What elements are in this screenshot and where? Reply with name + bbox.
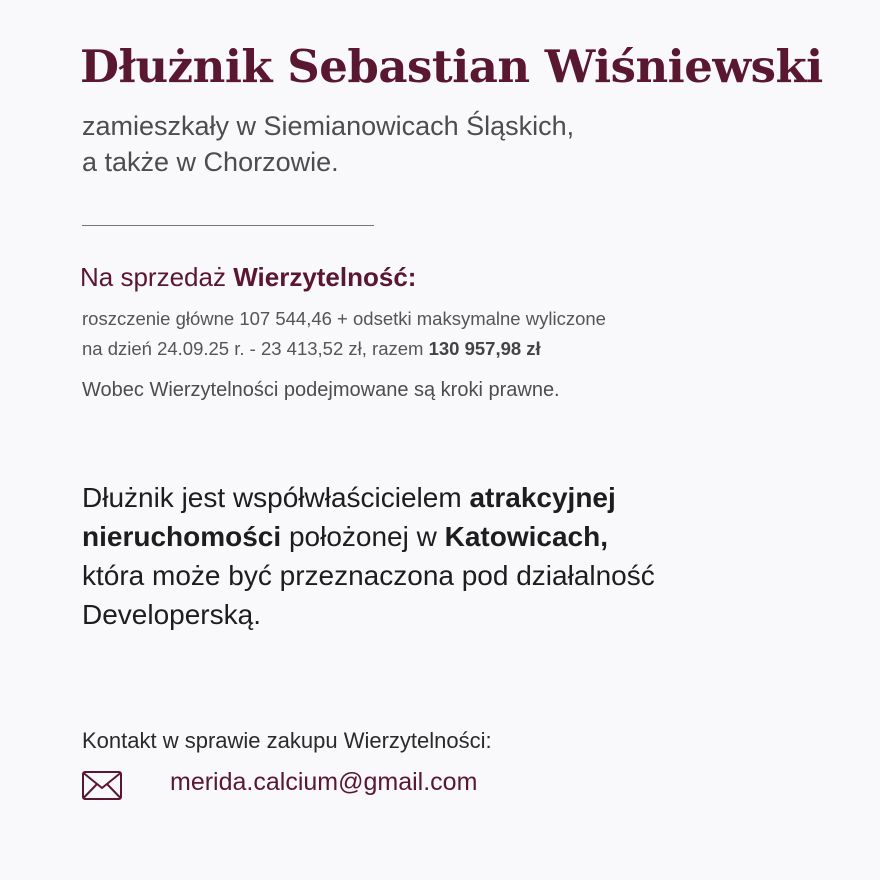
claim-line-2-text: na dzień 24.09.25 r. - 23 413,52 zł, razem (82, 338, 424, 359)
envelope-icon (82, 771, 122, 800)
sale-heading-bold: Wierzytelność: (233, 262, 417, 292)
property-line-2-bold: nieruchomości (82, 521, 282, 552)
claim-details (82, 304, 606, 364)
claim-line-2 (82, 334, 606, 364)
page-title (80, 40, 823, 93)
property-city: Katowicach, (444, 521, 608, 552)
sale-heading (80, 262, 416, 293)
legal-note: Wobec Wierzytelności podejmowane są kroki prawne. (82, 379, 560, 401)
sale-heading-prefix: Na sprzedaż (80, 262, 226, 292)
property-line-2 (82, 517, 655, 556)
divider (82, 225, 374, 226)
property-line-4: Developerską. (82, 599, 261, 630)
title-prefix: Dłużnik (80, 40, 273, 93)
email-link[interactable]: merida.calcium@gmail.com (170, 768, 478, 796)
debtor-name: Sebastian Wiśniewski (287, 40, 823, 93)
residence-line-2: a także w Chorzowie. (82, 147, 339, 177)
residence-line-1: zamieszkały w Siemianowicach Śląskich, (82, 111, 575, 141)
property-description (82, 478, 655, 634)
claim-total: 130 957,98 zł (428, 338, 541, 359)
residence-text (82, 108, 574, 180)
claim-line-1: roszczenie główne 107 544,46 + odsetki maksymalne wyliczone (82, 308, 606, 329)
property-line-1 (82, 478, 655, 517)
contact-label: Kontakt w sprawie zakupu Wierzytelności: (82, 728, 492, 753)
property-line-1-text: Dłużnik jest współwłaścicielem (82, 482, 462, 513)
property-line-1-bold: atrakcyjnej (469, 482, 616, 513)
property-line-3: która może być przeznaczona pod działalność (82, 560, 655, 591)
property-line-2-text: położonej w (288, 521, 437, 552)
